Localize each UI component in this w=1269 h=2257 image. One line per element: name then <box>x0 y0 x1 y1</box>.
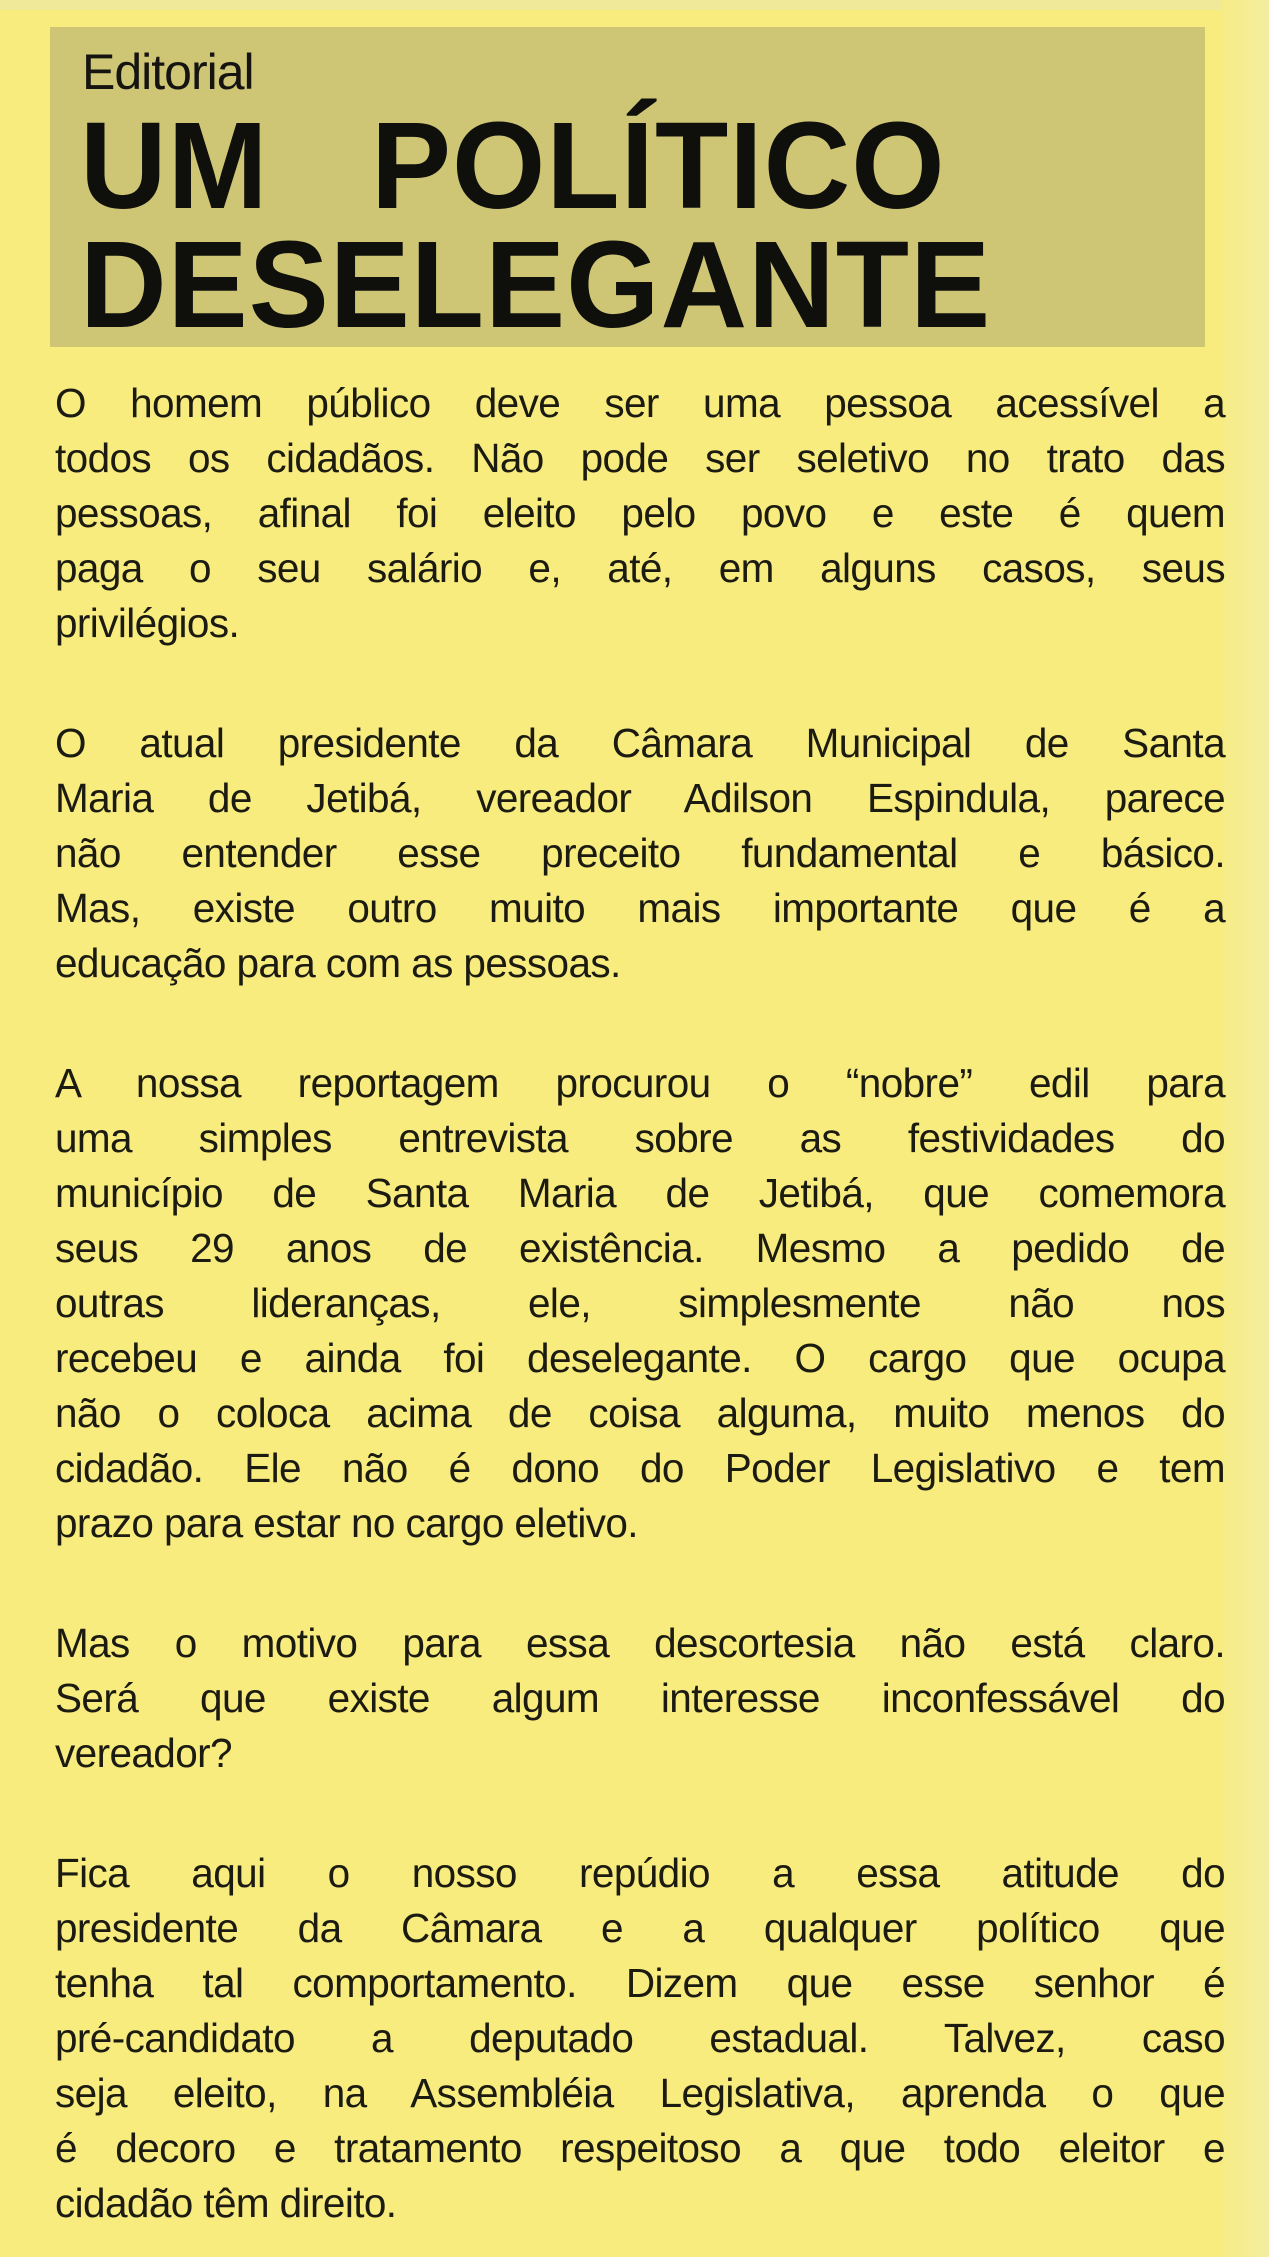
text-line: vereador? <box>55 1730 232 1776</box>
text-line: seus 29 anos de existência. Mesmo a pedido de <box>55 1225 1225 1271</box>
text-line: Será que existe algum interesse inconfessável do <box>55 1675 1225 1721</box>
text-line: pessoas, afinal foi eleito pelo povo e este é quem <box>55 490 1225 536</box>
text-line: A nossa reportagem procurou o “nobre” edil para <box>55 1060 1225 1106</box>
text-line: paga o seu salário e, até, em alguns casos, seus <box>55 545 1225 591</box>
text-line: é decoro e tratamento respeitoso a que todo eleitor e <box>55 2125 1225 2171</box>
paragraph-4 <box>55 1616 1225 1781</box>
text-line: pré-candidato a deputado estadual. Talvez, caso <box>55 2015 1225 2061</box>
text-line: cidadão têm direito. <box>55 2180 397 2226</box>
text-line: Mas, existe outro muito mais importante que é a <box>55 885 1225 931</box>
text-line: educação para com as pessoas. <box>55 940 621 986</box>
text-line: Mas o motivo para essa descortesia não está claro. <box>55 1620 1225 1666</box>
text-line: tenha tal comportamento. Dizem que esse senhor é <box>55 1960 1225 2006</box>
text-line: Fica aqui o nosso repúdio a essa atitude do <box>55 1850 1225 1896</box>
paragraph-2 <box>55 716 1225 991</box>
paragraph-1 <box>55 376 1225 651</box>
text-line: não o coloca acima de coisa alguma, muito menos do <box>55 1390 1225 1436</box>
text-line: Maria de Jetibá, vereador Adilson Espindula, parece <box>55 775 1225 821</box>
text-line: cidadão. Ele não é dono do Poder Legislativo e tem <box>55 1445 1225 1491</box>
paper-right-edge <box>1221 0 1269 2257</box>
paragraph-5 <box>55 1846 1225 2231</box>
text-line: seja eleito, na Assembléia Legislativa, aprenda o que <box>55 2070 1225 2116</box>
text-line: privilégios. <box>55 600 240 646</box>
headline-line-1: UM POLÍTICO <box>80 96 946 235</box>
text-line: O homem público deve ser uma pessoa acessível a <box>55 380 1225 426</box>
text-line: recebeu e ainda foi deselegante. O cargo que ocupa <box>55 1335 1225 1381</box>
section-kicker: Editorial <box>82 44 254 100</box>
text-line: prazo para estar no cargo eletivo. <box>55 1500 638 1546</box>
text-line: O atual presidente da Câmara Municipal de Santa <box>55 720 1225 766</box>
text-line: não entender esse preceito fundamental e básico. <box>55 830 1225 876</box>
paper-top-edge <box>0 0 1269 10</box>
paragraph-3 <box>55 1056 1225 1551</box>
text-line: todos os cidadãos. Não pode ser seletivo no trato das <box>55 435 1225 481</box>
text-line: uma simples entrevista sobre as festividades do <box>55 1115 1225 1161</box>
text-line: presidente da Câmara e a qualquer político que <box>55 1905 1225 1951</box>
text-line: outras lideranças, ele, simplesmente não nos <box>55 1280 1225 1326</box>
headline-line-2: DESELEGANTE <box>80 215 992 354</box>
editorial-article <box>55 376 1225 2231</box>
text-line: município de Santa Maria de Jetibá, que comemora <box>55 1170 1225 1216</box>
